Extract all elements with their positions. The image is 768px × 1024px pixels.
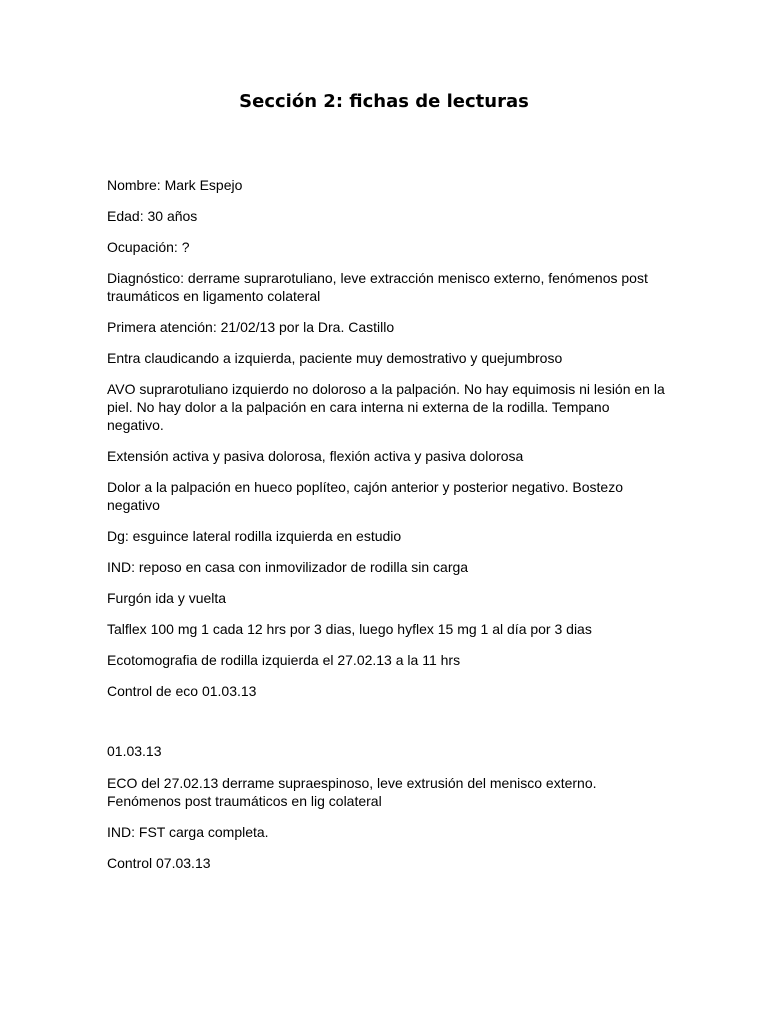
ultrasound-order: Ecotomografia de rodilla izquierda el 27.02.13 a la 11 hrs <box>107 652 461 668</box>
medication-note: Talflex 100 mg 1 cada 12 hrs por 3 dias, luego hyflex 15 mg 1 al día por 3 dias <box>107 621 592 637</box>
followup-date: 01.03.13 <box>107 743 162 759</box>
patient-age: Edad: 30 años <box>107 208 198 224</box>
next-control: Control 07.03.13 <box>107 855 211 871</box>
patient-name: Nombre: Mark Espejo <box>107 177 243 193</box>
indication-rest: IND: reposo en casa con inmovilizador de rodilla sin carga <box>107 559 469 575</box>
extension-flexion-note: Extensión activa y pasiva dolorosa, flexión activa y pasiva dolorosa <box>107 448 524 464</box>
exam-findings: AVO suprarotuliano izquierdo no doloroso a la palpación. No hay equimosis ni lesión en la piel. No hay dolor a la palpación en cara interna ni externa de la rodilla. Tempano negativo. <box>107 381 665 433</box>
transport-note: Furgón ida y vuelta <box>107 590 227 606</box>
first-attention: Primera atención: 21/02/13 por la Dra. Castillo <box>107 319 395 335</box>
ultrasound-control: Control de eco 01.03.13 <box>107 683 257 699</box>
dg-note: Dg: esguince lateral rodilla izquierda en estudio <box>107 528 402 544</box>
indication-fst: IND: FST carga completa. <box>107 824 269 840</box>
entry-note: Entra claudicando a izquierda, paciente muy demostrativo y quejumbroso <box>107 350 563 366</box>
ultrasound-result: ECO del 27.02.13 derrame supraespinoso, leve extrusión del menisco externo. Fenómenos post traumáticos en lig colateral <box>107 775 597 809</box>
patient-occupation: Ocupación: ? <box>107 239 190 255</box>
page-title: Sección 2: fichas de lecturas <box>239 91 529 112</box>
diagnosis: Diagnóstico: derrame suprarotuliano, leve extracción menisco externo, fenómenos post traumáticos en ligamento colateral <box>107 270 648 304</box>
palpation-note: Dolor a la palpación en hueco poplíteo, cajón anterior y posterior negativo. Bostezo negativo <box>107 479 623 513</box>
